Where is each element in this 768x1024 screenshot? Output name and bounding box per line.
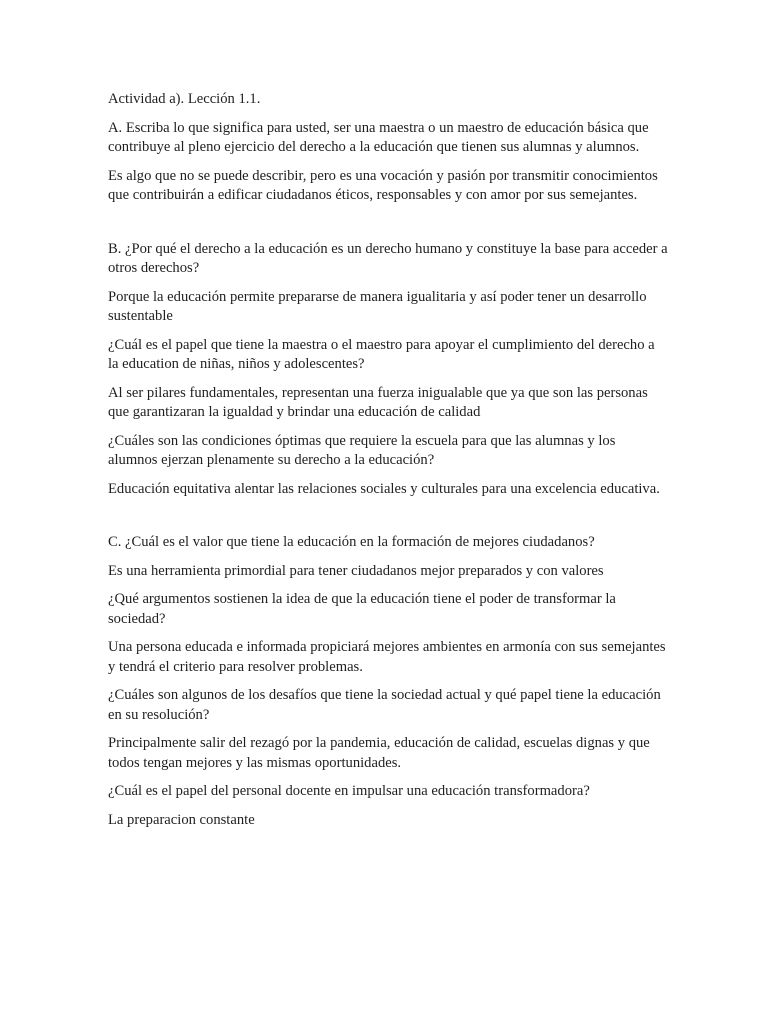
section-a-question: A. Escriba lo que significa para usted, ser una maestra o un maestro de educación básica que contribuye al pleno ejercicio del derecho a la educación que tienen sus alumnas y alumnos. bbox=[108, 119, 649, 155]
section-c-answer-3: Principalmente salir del rezagó por la pandemia, educación de calidad, escuelas dignas y que todos tengan mejores y las mismas oportunidades. bbox=[108, 735, 650, 771]
section-c-question-3: ¿Cuáles son algunos de los desafíos que tiene la sociedad actual y qué papel tiene la educación en su resolución? bbox=[108, 687, 661, 723]
section-c-answer-1: Es una herramienta primordial para tener ciudadanos mejor preparados y con valores bbox=[108, 562, 604, 579]
section-a bbox=[108, 119, 668, 206]
document-body bbox=[108, 90, 668, 839]
section-b-question-2: ¿Cuál es el papel que tiene la maestra o el maestro para apoyar el cumplimiento del derecho a la education de niñas, niños y adolescentes? bbox=[108, 336, 655, 372]
section-spacer bbox=[108, 215, 668, 240]
section-b-answer-2: Al ser pilares fundamentales, representan una fuerza inigualable que ya que son las personas que garantizaran la igualdad y brindar una educación de calidad bbox=[108, 384, 648, 420]
section-b-answer-3: Educación equitativa alentar las relaciones sociales y culturales para una excelencia educativa. bbox=[108, 480, 660, 497]
activity-heading: Actividad a). Lección 1.1. bbox=[108, 91, 261, 107]
section-a-answer: Es algo que no se puede describir, pero es una vocación y pasión por transmitir conocimientos que contribuirán a edificar ciudadanos éticos, responsables y con amor por sus semejantes. bbox=[108, 167, 658, 203]
section-c bbox=[108, 533, 668, 830]
section-b-question-1: B. ¿Por qué el derecho a la educación es un derecho humano y constituye la base para acceder a otros derechos? bbox=[108, 240, 668, 276]
section-c-answer-2: Una persona educada e informada propiciará mejores ambientes en armonía con sus semejantes y tendrá el criterio para resolver problemas. bbox=[108, 639, 666, 675]
section-b-answer-1: Porque la educación permite prepararse de manera igualitaria y así poder tener un desarrollo sustentable bbox=[108, 288, 647, 324]
section-c-question-1: C. ¿Cuál es el valor que tiene la educación en la formación de mejores ciudadanos? bbox=[108, 534, 595, 550]
section-spacer bbox=[108, 508, 668, 533]
section-c-answer-4: La preparacion constante bbox=[108, 811, 255, 828]
section-b bbox=[108, 240, 668, 500]
section-c-question-2: ¿Qué argumentos sostienen la idea de que la educación tiene el poder de transformar la sociedad? bbox=[108, 591, 616, 627]
section-b-question-3: ¿Cuáles son las condiciones óptimas que requiere la escuela para que las alumnas y los alumnos ejerzan plenamente su derecho a la educación? bbox=[108, 432, 616, 468]
section-c-question-4: ¿Cuál es el papel del personal docente en impulsar una educación transformadora? bbox=[108, 783, 590, 799]
